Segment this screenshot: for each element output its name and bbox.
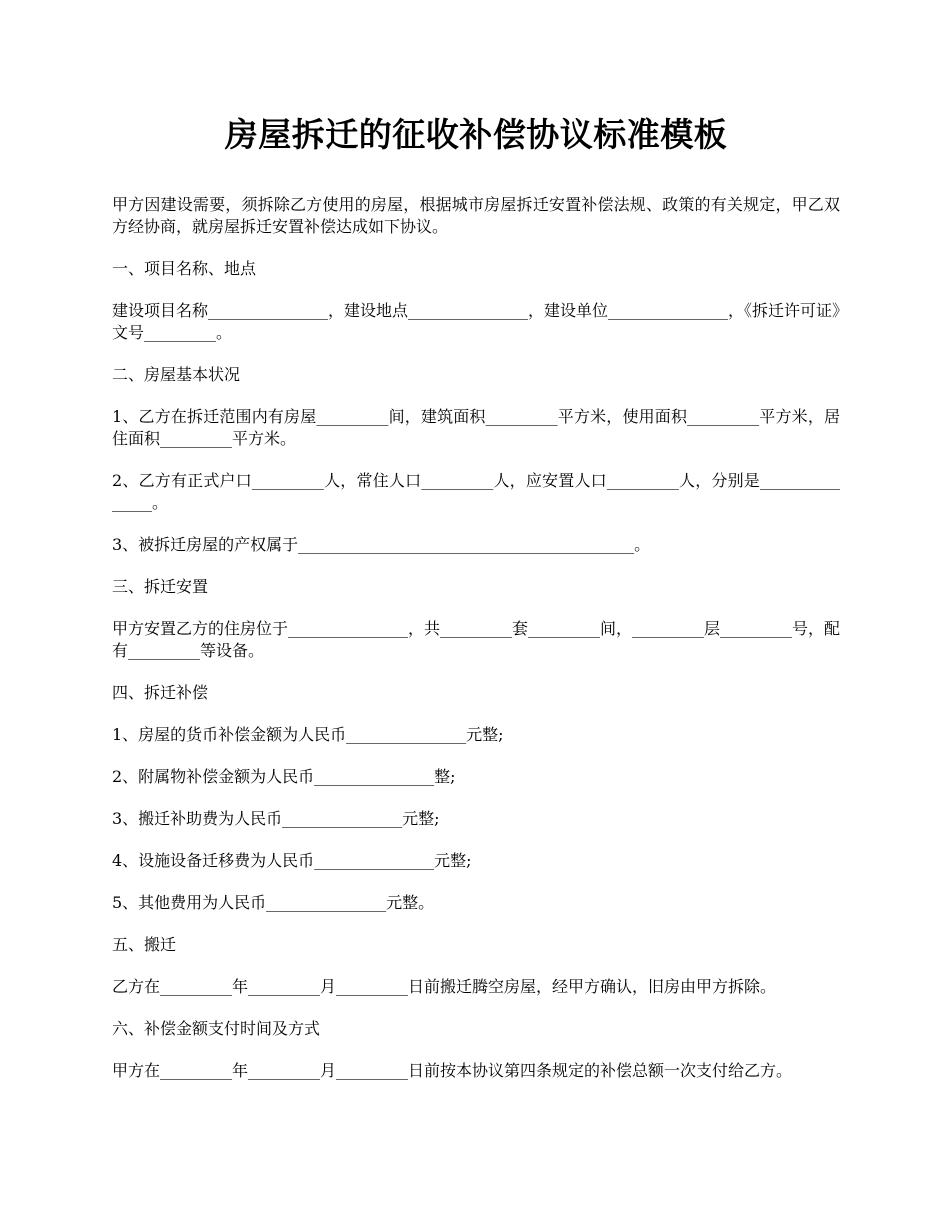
intro-paragraph: 甲方因建设需要，须拆除乙方使用的房屋，根据城市房屋拆迁安置补偿法规、政策的有关规定，甲乙双方经协商，就房屋拆迁安置补偿达成如下协议。 — [112, 195, 840, 236]
house-area-paragraph: 1、乙方在拆迁范围内有房屋_________间，建筑面积_________平方米，使用面积_________平方米，居住面积_________平方米。 — [112, 407, 840, 448]
household-paragraph: 2、乙方有正式户口_________人，常住人口_________人，应安置人口_________人，分别是_______________。 — [112, 471, 840, 512]
compensation-item-3: 3、搬迁补助费为人民币_______________元整; — [112, 809, 440, 828]
document-page — [112, 110, 840, 1102]
document-title: 房屋拆迁的征收补偿协议标准模板 — [224, 115, 728, 154]
section-heading-compensation: 四、拆迁补偿 — [112, 683, 209, 702]
section-heading-project: 一、项目名称、地点 — [112, 259, 257, 278]
payment-paragraph: 甲方在_________年_________月_________日前按本协议第四条规定的补偿总额一次支付给乙方。 — [112, 1061, 793, 1080]
project-details-paragraph: 建设项目名称_______________，建设地点_______________，建设单位_______________，《拆迁许可证》文号_________。 — [112, 301, 841, 342]
section-heading-resettlement: 三、拆迁安置 — [112, 577, 209, 596]
property-right-paragraph: 3、被拆迁房屋的产权属于__________________________________________。 — [112, 535, 651, 554]
resettlement-paragraph: 甲方安置乙方的住房位于_______________，共_________套_________间，_________层_________号，配有_________等设备。 — [112, 619, 841, 660]
compensation-item-5: 5、其他费用为人民币_______________元整。 — [112, 893, 435, 912]
section-heading-payment: 六、补偿金额支付时间及方式 — [112, 1019, 321, 1038]
section-heading-house-status: 二、房屋基本状况 — [112, 365, 241, 384]
relocation-paragraph: 乙方在_________年_________月_________日前搬迁腾空房屋，经甲方确认，旧房由甲方拆除。 — [112, 977, 777, 996]
section-heading-relocation: 五、搬迁 — [112, 935, 177, 954]
compensation-item-4: 4、设施设备迁移费为人民币_______________元整; — [112, 851, 472, 870]
compensation-item-1: 1、房屋的货币补偿金额为人民币_______________元整; — [112, 725, 504, 744]
compensation-item-2: 2、附属物补偿金额为人民币_______________整; — [112, 767, 456, 786]
